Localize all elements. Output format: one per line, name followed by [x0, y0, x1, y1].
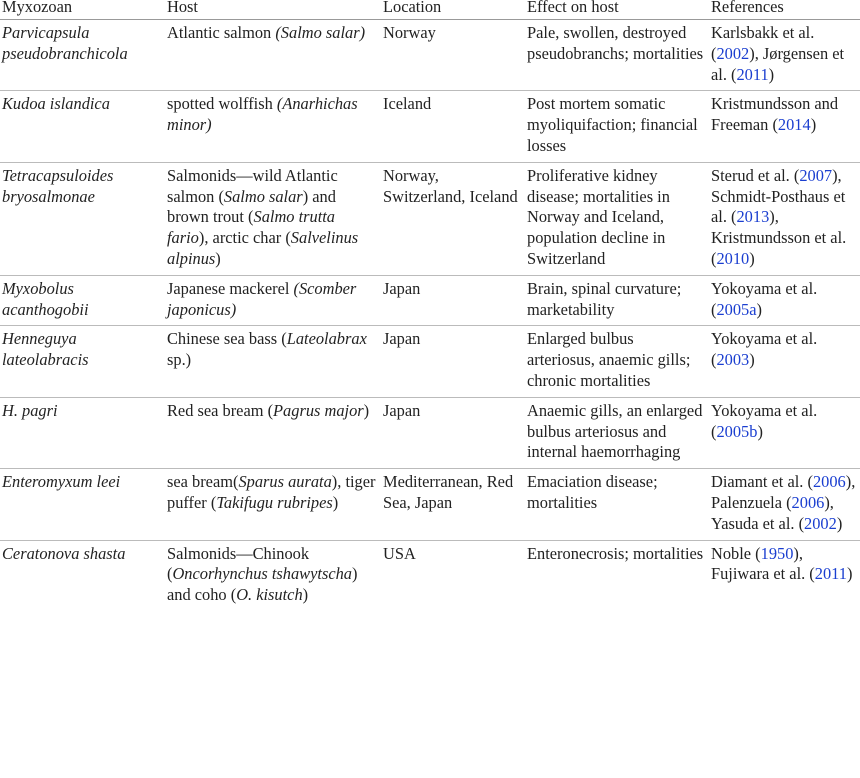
cell-host	[165, 91, 381, 162]
reference-year-link[interactable]: 2002	[804, 513, 837, 533]
cell-myxozoan: Tetracapsuloides bryosalmonae	[2, 165, 114, 206]
cell-location: Japan	[383, 278, 421, 298]
reference-text: )	[757, 421, 763, 441]
reference-text: )	[768, 64, 775, 84]
host-species-name: Oncorhynchus tshawytscha	[172, 564, 352, 584]
reference-year-link[interactable]: 2003	[716, 350, 750, 370]
reference-year-link[interactable]: 2011	[814, 564, 847, 584]
reference-text: Sterud et al. (	[711, 165, 800, 185]
reference-text: ), Kristmundsson et al. (	[711, 207, 847, 268]
reference-text: )	[756, 299, 762, 319]
host-text: ), tiger puffer (	[167, 472, 376, 512]
header-effect: Effect on host	[527, 0, 619, 16]
cell-myxozoan: Parvicapsula pseudobranchicola	[2, 23, 128, 63]
reference-text: Diamant et al. (	[711, 472, 813, 492]
cell-effect: Proliferative kidney disease; mortalities in Norway and Iceland, population decline in Switzerland	[527, 165, 670, 268]
reference-text: Yokoyama et al. (	[711, 329, 818, 370]
table-row	[0, 469, 860, 540]
host-text: Salmonids—Chinook (	[167, 543, 310, 584]
cell-host	[165, 540, 381, 611]
cell-references	[709, 540, 860, 611]
header-host: Host	[167, 0, 198, 16]
cell-myxozoan: Myxobolus acanthogobii	[2, 278, 89, 319]
host-text: )	[332, 492, 339, 512]
reference-year-link[interactable]: 2005b	[716, 421, 758, 441]
reference-text: )	[836, 513, 843, 533]
host-species-name: Lateolabrax	[286, 329, 367, 349]
cell-location: Norway	[383, 23, 436, 42]
reference-text: Yokoyama et al. (	[711, 400, 818, 441]
cell-references	[709, 397, 860, 468]
cell-myxozoan: H. pagri	[2, 400, 58, 420]
cell-host	[165, 469, 381, 540]
cell-host	[165, 275, 381, 326]
cell-references	[709, 20, 860, 91]
table-row	[0, 20, 860, 91]
host-species-name: Takifugu rubripes	[216, 492, 333, 512]
cell-host	[165, 397, 381, 468]
reference-year-link[interactable]: 2011	[736, 64, 769, 84]
host-text: ), arctic char (	[198, 228, 291, 248]
reference-year-link[interactable]: 2005a	[716, 299, 757, 319]
reference-year-link[interactable]: 2007	[799, 165, 833, 185]
reference-text: ), Fujiwara et al. (	[711, 543, 815, 584]
cell-location: Iceland	[383, 94, 432, 114]
header-myxozoan: Myxozoan	[2, 0, 73, 16]
cell-references	[709, 326, 860, 397]
cell-references	[709, 275, 860, 326]
table-header	[0, 0, 860, 20]
reference-text: ), Palenzuela (	[711, 472, 856, 512]
cell-effect: Post mortem somatic myoliquifaction; financial losses	[527, 94, 698, 155]
host-species-name: O. kisutch	[236, 585, 303, 605]
cell-myxozoan: Enteromyxum leei	[2, 472, 121, 492]
reference-text: )	[749, 350, 755, 370]
host-species-name: (Anarhichas minor)	[167, 94, 358, 135]
reference-text: )	[846, 564, 853, 584]
reference-text: Noble (	[711, 543, 761, 563]
table-row	[0, 326, 860, 397]
reference-year-link[interactable]: 2002	[716, 43, 750, 63]
host-species-name: Pagrus major	[273, 400, 364, 420]
host-text: sea bream(	[167, 472, 239, 492]
reference-year-link[interactable]: 2006	[812, 472, 846, 492]
cell-location: Japan	[383, 400, 421, 420]
cell-effect: Brain, spinal curvature; marketability	[527, 278, 682, 319]
cell-effect: Emaciation disease; mortalities	[527, 472, 658, 512]
host-species-name: Salvelinus alpinus	[167, 228, 359, 268]
reference-text: Yokoyama et al. (	[711, 278, 818, 319]
host-text: Chinese sea bass (	[167, 329, 287, 349]
reference-text: Karlsbakk et al. (	[711, 23, 815, 63]
host-text: )	[215, 248, 221, 268]
table-body	[0, 20, 860, 611]
host-species-name: Salmo salar	[223, 186, 303, 206]
host-text: ) and brown trout (	[167, 186, 336, 227]
host-text: Salmonids—wild Atlantic salmon (	[167, 165, 338, 206]
cell-host	[165, 326, 381, 397]
cell-location: Japan	[383, 329, 421, 349]
reference-text: )	[810, 115, 817, 135]
cell-host	[165, 20, 381, 91]
table-row	[0, 540, 860, 611]
cell-location: Mediterranean, Red Sea, Japan	[383, 472, 514, 512]
header-row	[0, 0, 860, 20]
cell-references	[709, 469, 860, 540]
reference-year-link[interactable]: 2014	[777, 115, 811, 135]
cell-effect: Enteronecrosis; mortalities	[527, 543, 704, 563]
host-text: ) and coho (	[167, 564, 358, 605]
cell-host	[165, 162, 381, 275]
cell-myxozoan: Henneguya lateolabracis	[2, 329, 89, 370]
host-species-name: (Salmo salar)	[275, 23, 366, 42]
reference-year-link[interactable]: 2006	[791, 492, 825, 512]
cell-references	[709, 162, 860, 275]
host-species-name: Salmo trutta fario	[167, 207, 336, 248]
host-species-name: Sparus aurata	[238, 472, 332, 492]
table-row	[0, 162, 860, 275]
table-row	[0, 275, 860, 326]
reference-text: ), Jørgensen et al. (	[711, 43, 845, 84]
host-text: Japanese mackerel	[167, 278, 294, 298]
host-text: )	[363, 400, 370, 420]
reference-year-link[interactable]: 1950	[760, 543, 794, 563]
cell-myxozoan: Kudoa islandica	[2, 94, 110, 114]
table-row	[0, 397, 860, 468]
host-text: spotted wolffish	[167, 94, 277, 114]
cell-location: USA	[383, 543, 416, 563]
reference-text: ), Schmidt-Posthaus et al. (	[711, 165, 846, 227]
host-text: Red sea bream (	[167, 400, 274, 420]
reference-year-link[interactable]: 2013	[736, 207, 770, 227]
reference-text: )	[749, 248, 755, 268]
reference-year-link[interactable]: 2010	[716, 248, 750, 268]
cell-effect: Anaemic gills, an enlarged bulbus arteriosus and internal haemorrhaging	[527, 400, 703, 462]
header-location: Location	[383, 0, 442, 16]
host-species-name: (Scomber japonicus)	[167, 278, 357, 319]
host-text: )	[302, 585, 309, 605]
table-row	[0, 91, 860, 162]
cell-references	[709, 91, 860, 162]
host-text: sp.)	[167, 350, 192, 370]
header-references: References	[711, 0, 784, 16]
reference-text: ), Yasuda et al. (	[711, 492, 834, 533]
cell-effect: Pale, swollen, destroyed pseudobranchs; mortalities	[527, 23, 704, 63]
reference-text: Kristmundsson and Freeman (	[711, 94, 839, 135]
cell-effect: Enlarged bulbus arteriosus, anaemic gills; chronic mortalities	[527, 329, 691, 390]
host-text: Atlantic salmon	[167, 23, 276, 42]
cell-location: Norway, Switzerland, Iceland	[383, 165, 518, 206]
cell-myxozoan: Ceratonova shasta	[2, 543, 126, 563]
